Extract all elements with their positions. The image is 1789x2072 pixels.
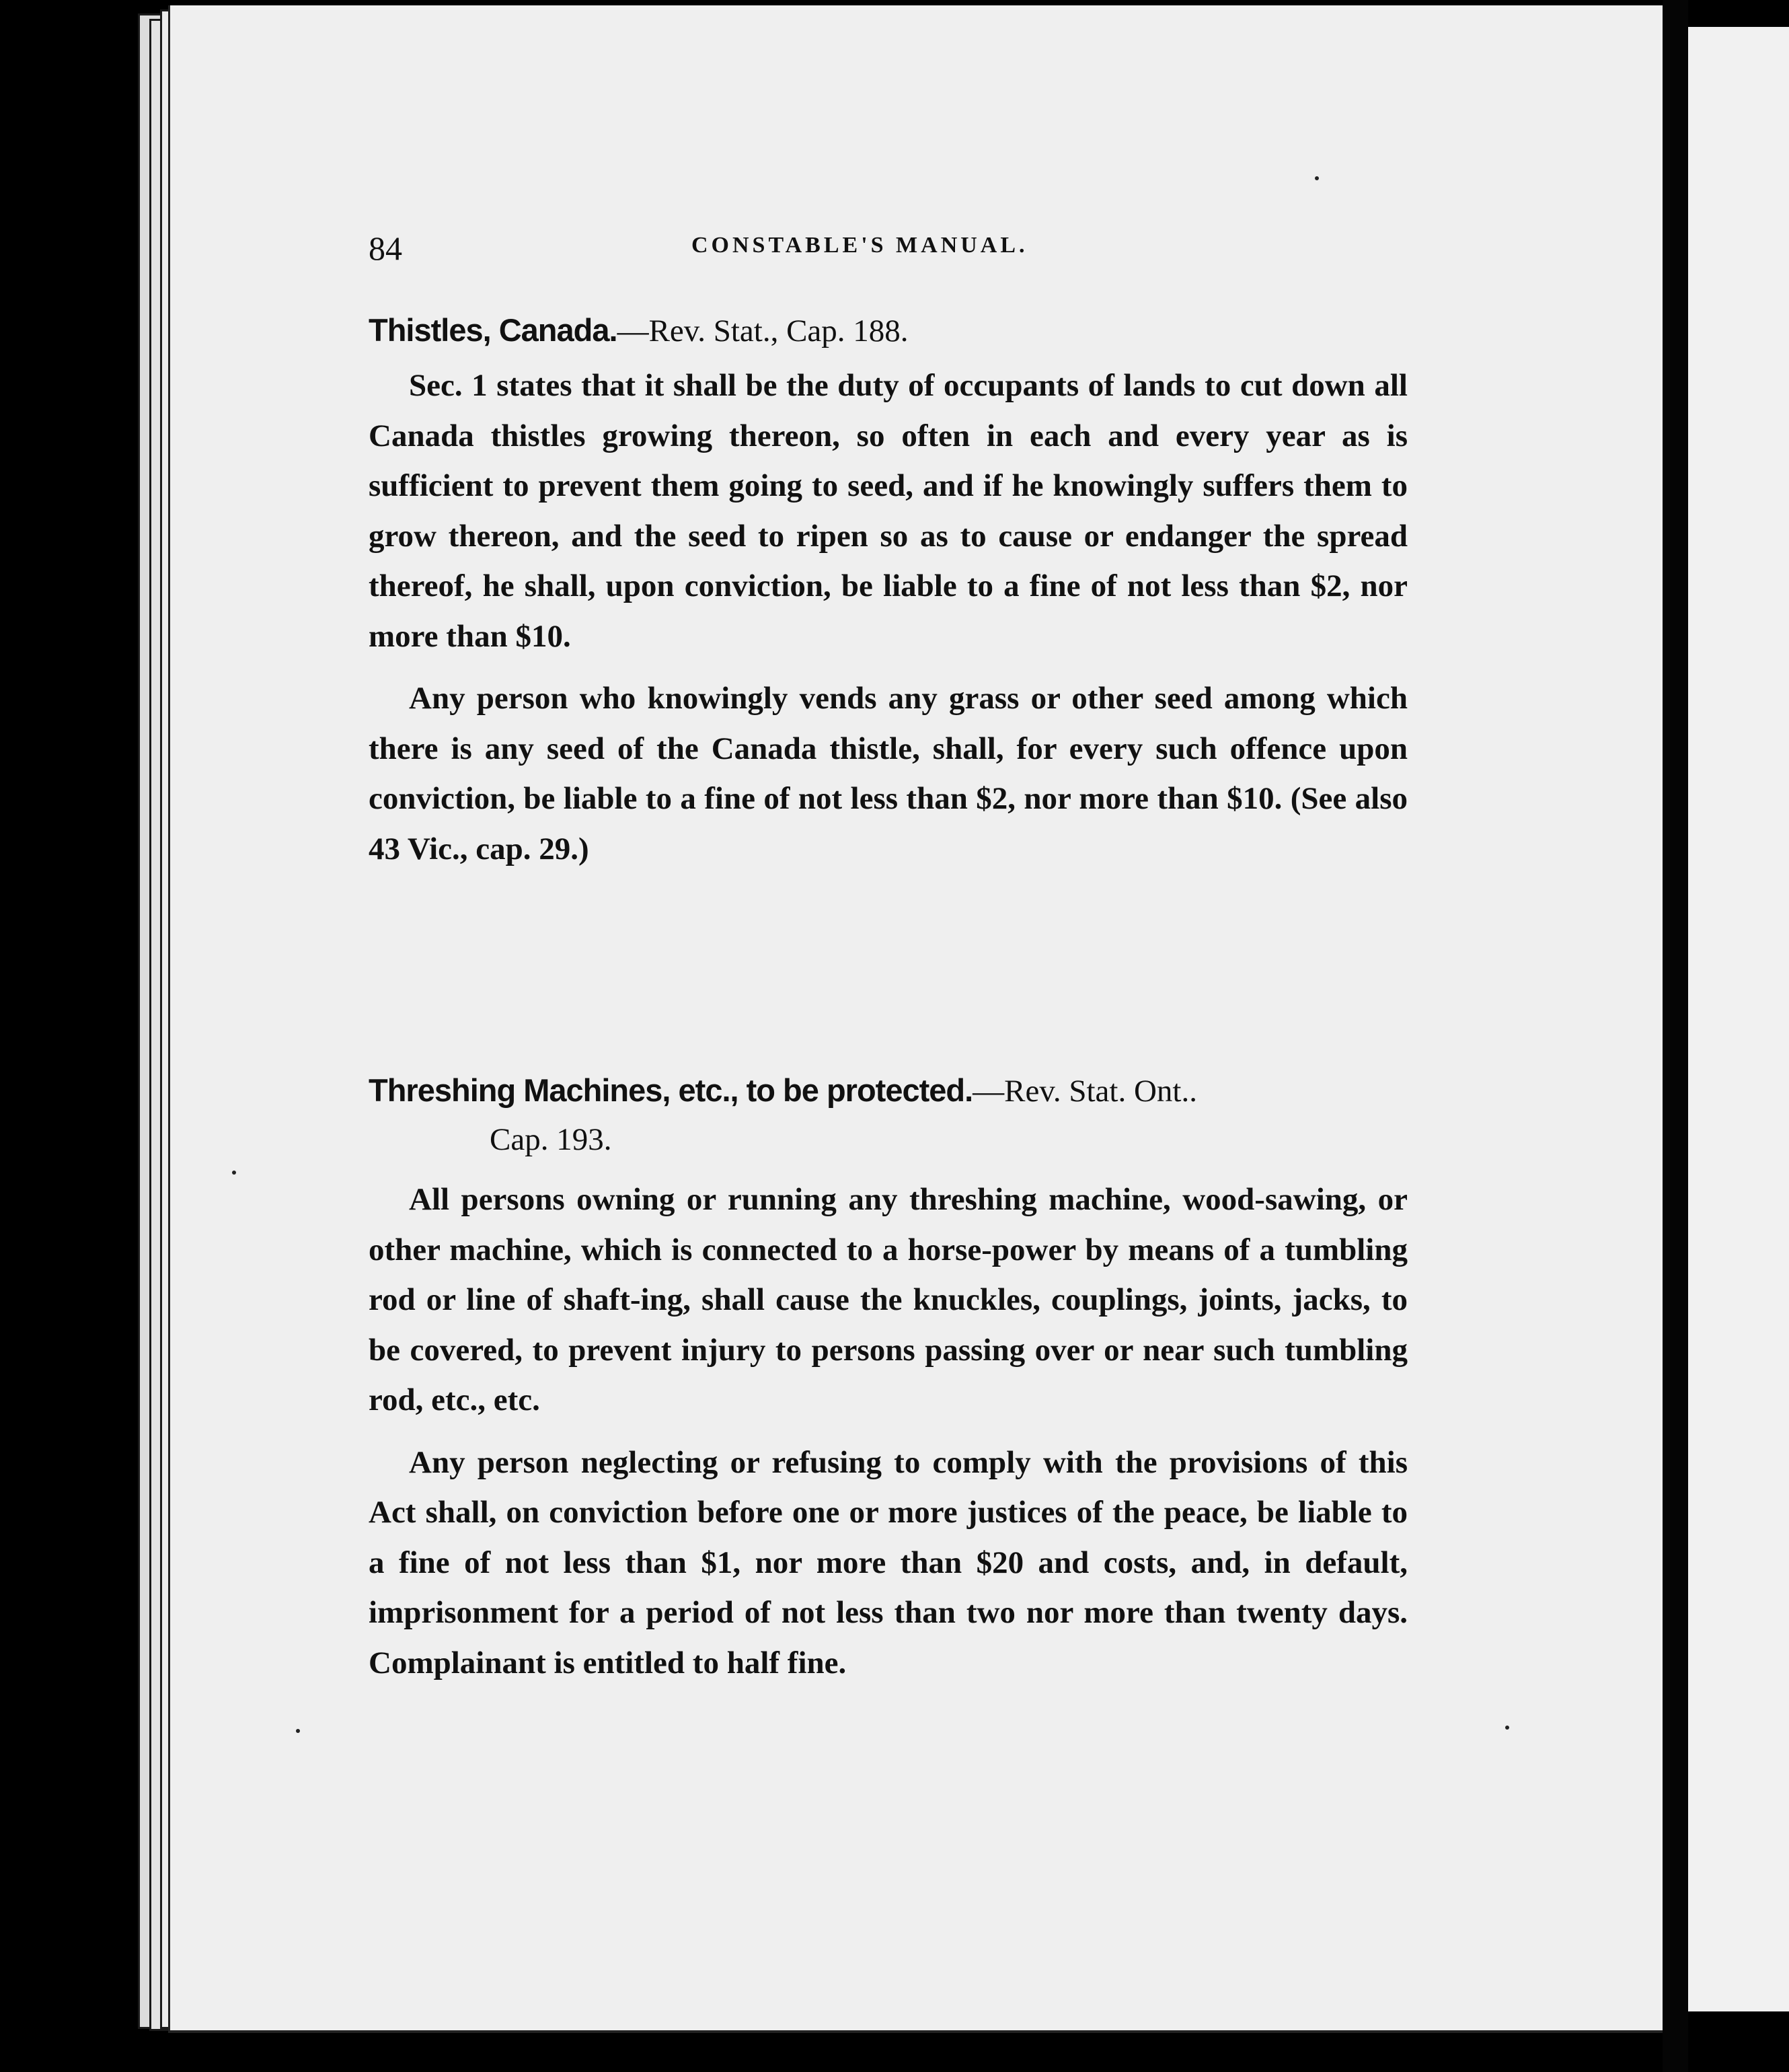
section-heading-citation: —Rev. Stat. Ont.. [973, 1074, 1197, 1109]
print-speck [232, 1171, 236, 1175]
running-title: CONSTABLE'S MANUAL. [691, 233, 1028, 258]
section-heading [369, 306, 1408, 355]
section-heading-title: Thistles, Canada. [369, 312, 617, 348]
section-heading [369, 1066, 1408, 1164]
section-heading-citation: —Rev. Stat., Cap. 188. [617, 313, 909, 348]
facing-page-edge [1688, 27, 1789, 2011]
paragraph: Any person who knowingly vends any grass or other seed among which there is any seed of the Canada thistle, shall, for every such offence upon conviction, be liable to a fine of not less than $2, nor more than $10. (See also 43 Vic., cap. 29.) [369, 681, 1408, 866]
page-number: 84 [369, 229, 402, 267]
paragraph: All persons owning or running any threshing machine, wood-sawing, or other machine, which is connected to a horse-power by means of a tumbling rod or line of shaft-ing, shall cause the knuckles, couplings, joints, jacks, to be covered, to prevent injury to persons passing over or near such tumbling rod, etc., etc. [369, 1182, 1408, 1417]
section-heading-title: Threshing Machines, etc., to be protected. [369, 1072, 973, 1108]
section-heading-citation-cont: Cap. 193. [490, 1122, 612, 1157]
paragraph: Any person neglecting or refusing to comply with the provisions of this Act shall, on conviction before one or more justices of the peace, be liable to a fine of not less than $1, nor more than $20 and costs, and, in default, imprisonment for a period of not less than two nor more than twenty days. Complainant is entitled to half fine. [369, 1444, 1408, 1680]
print-speck [296, 1729, 300, 1733]
book-gutter [1663, 0, 1688, 2072]
paragraph: Sec. 1 states that it shall be the duty of occupants of lands to cut down all Canada thistles growing thereon, so often in each and every year as is sufficient to prevent them going to seed, and if he knowingly suffers them to grow thereon, and the seed to ripen so as to cause or endanger the spread thereof, he shall, upon conviction, be liable to a fine of not less than $2, nor more than $10. [369, 368, 1408, 654]
running-head [369, 229, 1408, 269]
section-threshing-machines [369, 1066, 1408, 1688]
print-speck [1505, 1726, 1509, 1730]
section-thistles [369, 306, 1408, 874]
print-speck [1315, 176, 1319, 180]
